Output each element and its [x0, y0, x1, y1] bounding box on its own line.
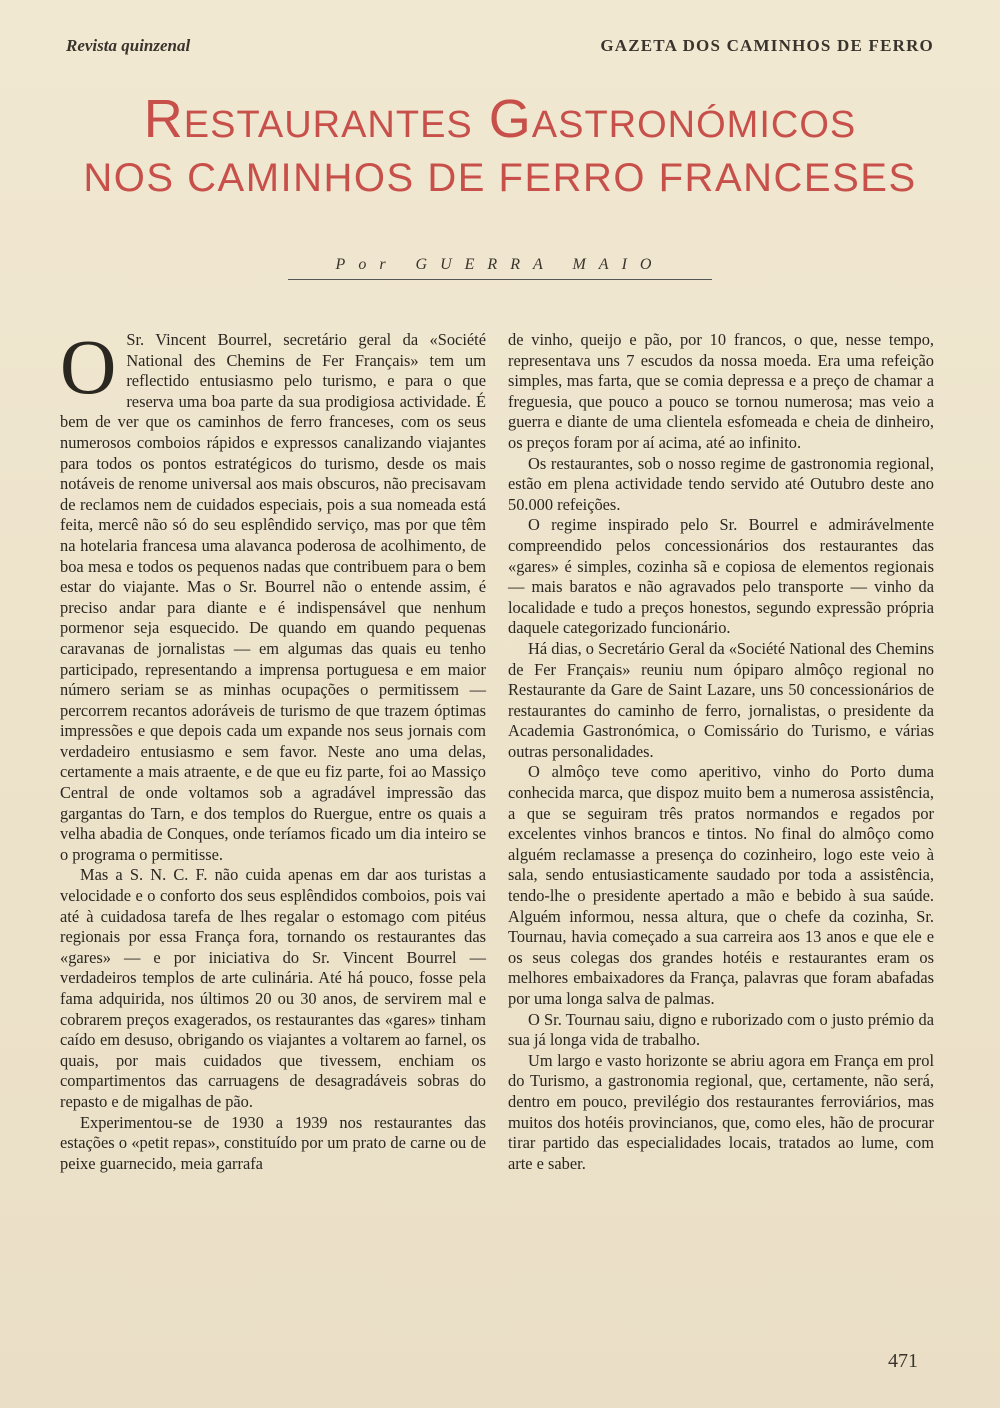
paragraph: [60, 323, 486, 865]
paragraph-text: Sr. Vincent Bourrel, secretário geral da «Société National des Chemins de Fer Français» tem um reflectido entusiasmo pelo turismo, e para o que reserva uma boa parte da sua prodigiosa actividade. É bem de ver que os caminhos de ferro franceses, com os seus numerosos comboios rápidos e expressos canalizando viajantes para todos os pontos estratégicos do turismo, desde os mais notáveis de renome universal aos mais obscuros, não precisavam de reclamos nem de cuidados especiais, pois a sua nomeada está feita, mercê não só do seu esplêndido serviço, mas por que têm na hotelaria francesa uma alavanca poderosa de acolhimento, de boa mesa e todos os pequenos nadas que contribuem para o bem estar do viajante. Mas o Sr. Bourrel não o entende assim, é preciso andar para diante e é indispensável que nenhum pormenor seja esquecido. De quando em quando pequenas caravanas de jornalistas — em algumas das quais eu tenho participado, representando a imprensa portuguesa e em maior número seriam se as minhas ocupações o permitissem — percorrem recantos adoráveis de turismo de que trazem óptimas impressões e que depois cada um expande nos seus jornais com verdadeiro entusiasmo e sem favor. Neste ano uma delas, certamente a mais atraente, e de que eu fiz parte, foi ao Massiço Central de onde voltamos sob a agradável impressão das gargantas do Tarn, e dos templos do Ruergue, entre os quais a velha abadia de Conques, onde teríamos ficado um dia inteiro se o programa o permitisse.: [60, 330, 486, 864]
paragraph: O Sr. Tournau saiu, digno e ruborizado com o justo prémio da sua já longa vida de trabalho.: [508, 1009, 934, 1050]
byline: Por GUERRA MAIO: [335, 256, 665, 273]
article-title: Restaurantes Gastronómicos: [143, 89, 857, 149]
byline-rule: [288, 279, 712, 280]
page-number: 471: [888, 1350, 918, 1372]
column-right: [508, 330, 934, 1174]
running-header-right: GAZETA DOS CAMINHOS DE FERRO: [600, 36, 934, 55]
paragraph: de vinho, queijo e pão, por 10 francos, o que, nesse tempo, representava uns 7 escudos da nossa moeda. Era uma refeição simples, mas farta, que se comia depressa e a preço de chamar a freguesia, que pouco a pouco se tornou numerosa; mas veio a guerra e diante de uma clientela esfomeada e cheia de dinheiro, os preços foram por aí acima, até ao infinito.: [508, 330, 934, 452]
article-subtitle: NOS CAMINHOS DE FERRO FRANCESES: [83, 156, 917, 200]
paragraph: O regime inspirado pelo Sr. Bourrel e admirávelmente compreendido pelos concessionários dos restaurantes das «gares» é simples, cozinha sã e copiosa de elementos regionais — mais baratos e não agravados pelo transporte — vinho da localidade e tudo a preços honestos, segundo expressão própria daquele categorizado funcionário.: [508, 515, 934, 638]
paragraph: Mas a S. N. C. F. não cuida apenas em dar aos turistas a velocidade e o conforto dos seus esplêndidos comboios, pois vai até à cuidadosa tarefa de lhes regalar o estomago com pitéus regionais por essa França fora, tornando os restaurantes das «gares» — e por iniciativa do Sr. Vincent Bourrel — verdadeiros templos de arte culinária. Até há pouco, fosse pela fama adquirida, nos últimos 20 ou 30 anos, de servirem mal e cobrarem preços exagerados, os restaurantes das «gares» tinham caído em desuso, obrigando os viajantes a voltarem ao farnel, os quais, por mais cuidados que tivessem, enchiam os compartimentos das carruagens de desagradáveis sobras do repasto e de migalhas de pão.: [60, 865, 486, 1111]
paragraph: Há dias, o Secretário Geral da «Société National des Chemins de Fer Français» reuniu num ópiparo almôço regional no Restaurante da Gare de Saint Lazare, uns 50 concessionários de restaurantes do caminho de ferro, jornalistas, o presidente da Academia Gastronómica, o Comissário do Turismo, e várias outras personalidades.: [508, 638, 934, 761]
column-left: [60, 323, 486, 1174]
running-header-left: Revista quinzenal: [66, 36, 191, 55]
paragraph: Os restaurantes, sob o nosso regime de gastronomia regional, estão em plena actividade tendo servido até Outubro deste ano 50.000 refeições.: [508, 453, 934, 514]
paragraph: Experimentou-se de 1930 a 1939 nos restaurantes das estações o «petit repas», constituído por um prato de carne ou de peixe guarnecido, meia garrafa: [60, 1112, 486, 1173]
paragraph: O almôço teve como aperitivo, vinho do Porto duma conhecida marca, que dispoz muito bem a numerosa assistência, a que se seguiram três pratos normandos e regados por excelentes vinhos brancos e tintos. No final do almôço como alguém reclamasse a presença do cozinheiro, logo este veio à sala, sendo entusiasticamente saudado por toda a assistência, tendo-lhe o presidente apertado a mão e bebido à sua saúde. Alguém informou, nessa altura, que o chefe da cozinha, Sr. Tournau, havia começado a sua carreira aos 13 anos e que ele e os seus colegas dos grandes hotéis e restaurantes eram os melhores embaixadores da França, palavras que foram abafadas por uma longa salva de palmas.: [508, 762, 934, 1008]
drop-cap: O: [60, 323, 117, 410]
paragraph: Um largo e vasto horizonte se abriu agora em França em prol do Turismo, a gastronomia regional, que, certamente, não será, dentro em pouco, previlégio dos restaurantes ferroviários, mas muitos dos hotéis provincianos, que, como eles, hão de procurar tirar partido das especialidades locais, tratados ao lume, com arte e saber.: [508, 1050, 934, 1173]
